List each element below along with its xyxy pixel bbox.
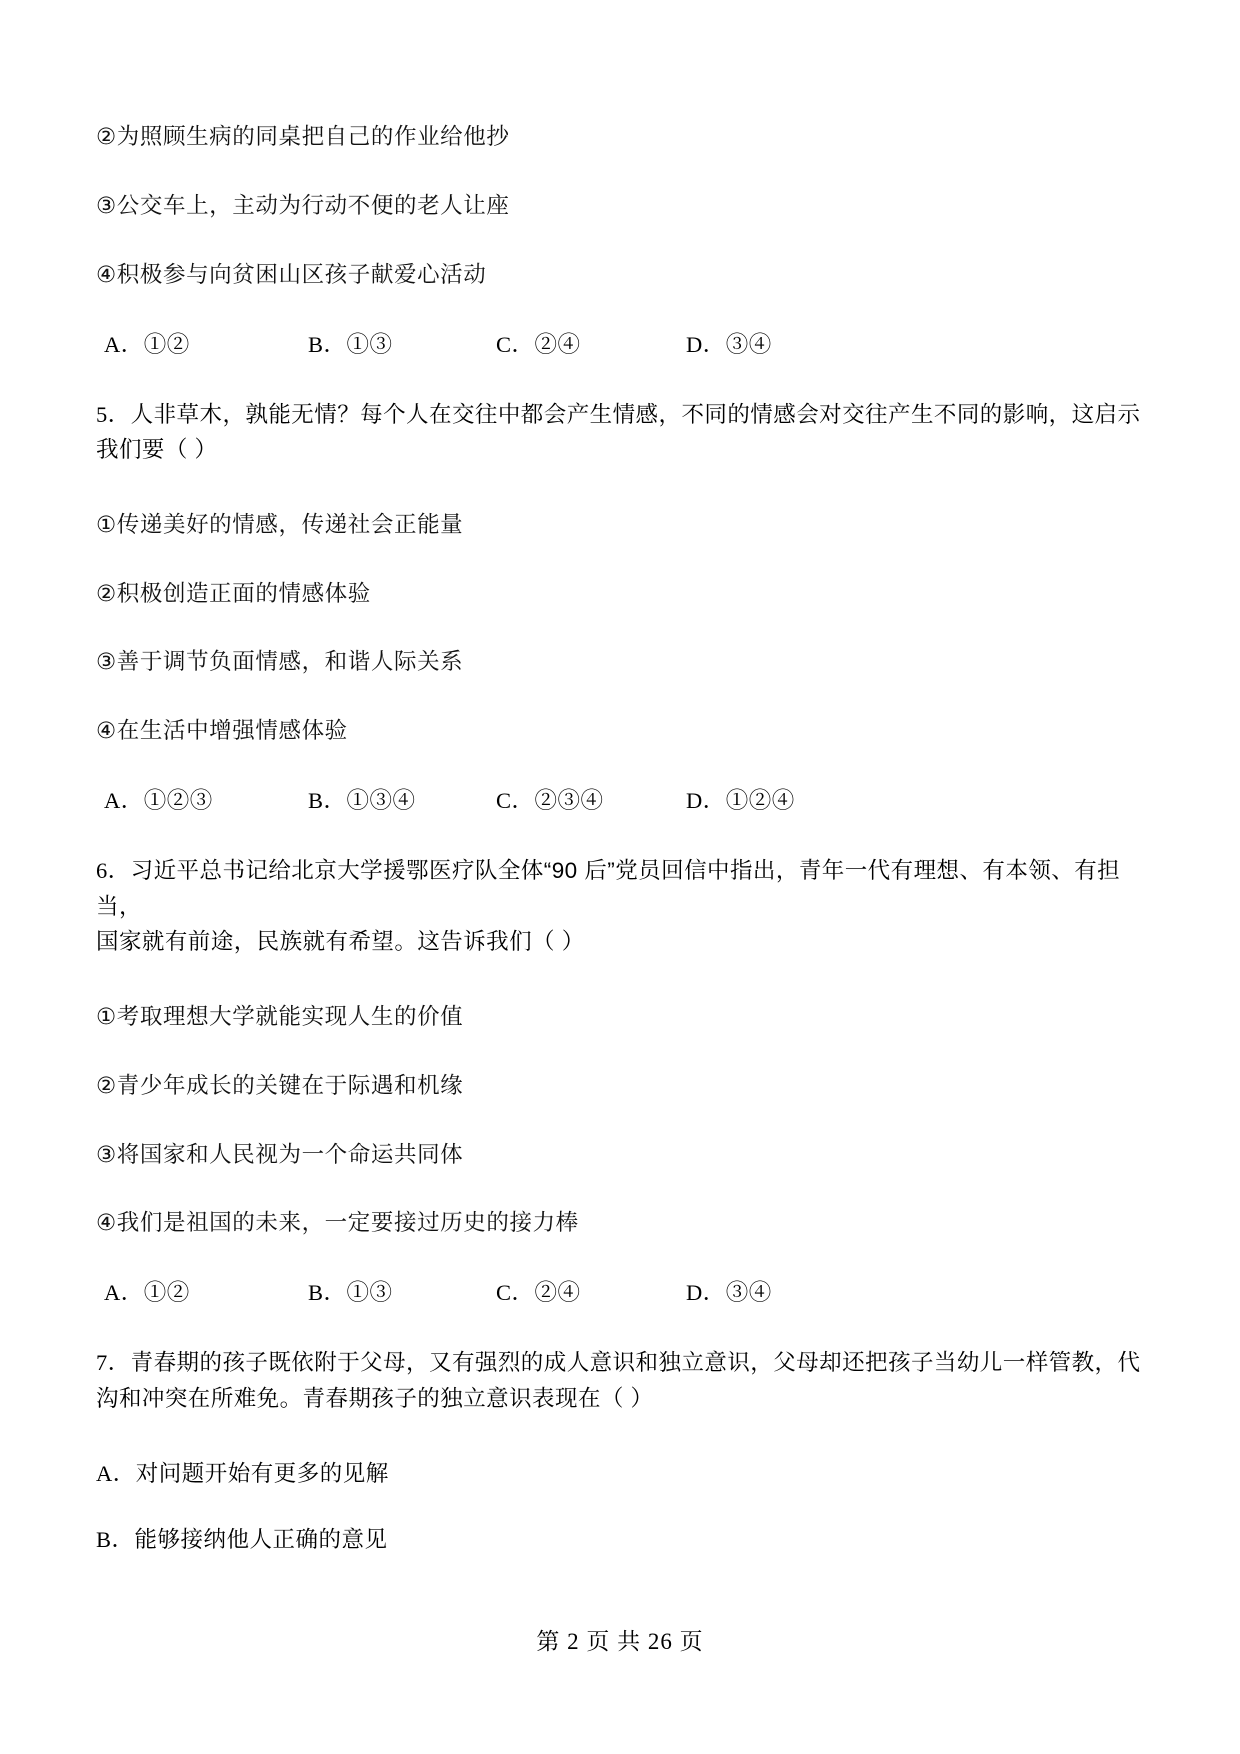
q5-options-row [96, 783, 1156, 813]
spacer [96, 474, 1156, 508]
q5-number: 5． [96, 401, 131, 427]
question-block-q5 [96, 397, 1156, 814]
q5-option-c[interactable]: C．②③④ [496, 788, 604, 814]
page-content [96, 120, 1156, 1554]
q6-option-c[interactable]: C．②④ [496, 1280, 581, 1306]
page-number-text: 第 2 页 共 26 页 [536, 1629, 704, 1654]
spacer [96, 813, 1156, 853]
q5-option-b[interactable]: B．①③④ [308, 788, 416, 814]
q4-option-a[interactable]: A．①② [104, 331, 190, 357]
q5-subitem-4: ④在生活中增强情感体验 [96, 718, 348, 744]
q6-option-b[interactable]: B．①③ [308, 1280, 393, 1306]
q7-stem-line2: 沟和冲突在所难免。青春期孩子的独立意识表现在（ ） [96, 1385, 654, 1411]
q6-subitem-4: ④我们是祖国的未来，一定要接过历史的接力棒 [96, 1210, 579, 1236]
q5-option-a[interactable]: A．①②③ [104, 788, 213, 814]
spacer [96, 1104, 1156, 1138]
spacer [96, 1035, 1156, 1069]
q6-stem-line2: 国家就有前途，民族就有希望。这告诉我们（ ） [96, 929, 585, 955]
spacer [96, 1422, 1156, 1456]
spacer [96, 224, 1156, 258]
q4-option-c[interactable]: C．②④ [496, 331, 581, 357]
spacer [96, 966, 1156, 1000]
q5-stem [96, 397, 1156, 468]
q6-subitem-3: ③将国家和人民视为一个命运共同体 [96, 1141, 464, 1167]
question-block-q6 [96, 853, 1156, 1305]
q6-option-d[interactable]: D．③④ [686, 1280, 772, 1306]
q4-subitem-4: ④积极参与向贫困山区孩子献爱心活动 [96, 261, 487, 287]
q7-stem [96, 1345, 1156, 1416]
q7-option-b[interactable]: B．能够接纳他人正确的意见 [96, 1527, 388, 1553]
spacer [96, 1488, 1156, 1522]
spacer [96, 680, 1156, 714]
q5-stem-line1: 人非草木，孰能无情？每个人在交往中都会产生情感，不同的情感会对交往产生不同的影响，这启示 [130, 401, 1141, 427]
spacer [96, 293, 1156, 327]
q4-subitem-2: ②为照顾生病的同桌把自己的作业给他抄 [96, 124, 510, 149]
q7-stem-line1: 青春期的孩子既依附于父母，又有强烈的成人意识和独立意识，父母却还把孩子当幼儿一样管教，代 [130, 1350, 1141, 1376]
q6-options-row [96, 1275, 1156, 1305]
spacer [96, 611, 1156, 645]
q5-option-d[interactable]: D．①②④ [686, 788, 795, 814]
q5-subitem-3: ③善于调节负面情感，和谐人际关系 [96, 649, 464, 675]
spacer [96, 1172, 1156, 1206]
q6-option-a[interactable]: A．①② [104, 1280, 190, 1306]
q5-subitem-1: ①传递美好的情感，传递社会正能量 [96, 511, 464, 537]
q6-subitem-2: ②青少年成长的关键在于际遇和机缘 [96, 1072, 464, 1098]
spacer [96, 1305, 1156, 1345]
q6-stem [96, 853, 1156, 960]
page-footer [0, 1623, 1240, 1656]
q4-option-d[interactable]: D．③④ [686, 331, 772, 357]
spacer [96, 543, 1156, 577]
q6-subitem-1: ①考取理想大学就能实现人生的价值 [96, 1003, 464, 1029]
q6-number: 6． [96, 858, 131, 884]
q5-subitem-2: ②积极创造正面的情感体验 [96, 580, 371, 606]
q4-subitem-3: ③公交车上，主动为行动不便的老人让座 [96, 192, 510, 218]
q7-number: 7． [96, 1350, 131, 1376]
spacer [96, 1241, 1156, 1275]
q4-option-b[interactable]: B．①③ [308, 331, 393, 357]
q6-stem-line1: 习近平总书记给北京大学援鄂医疗队全体“90 后”党员回信中指出，青年一代有理想、有本领、有担当， [96, 858, 1121, 919]
q4-options-row [96, 327, 1156, 357]
question-block-q4 [96, 120, 1156, 357]
q7-option-a[interactable]: A．对问题开始有更多的见解 [96, 1461, 389, 1487]
spacer [96, 749, 1156, 783]
spacer [96, 155, 1156, 189]
q5-stem-line2: 我们要（ ） [96, 437, 218, 463]
question-block-q7 [96, 1345, 1156, 1554]
spacer [96, 357, 1156, 397]
